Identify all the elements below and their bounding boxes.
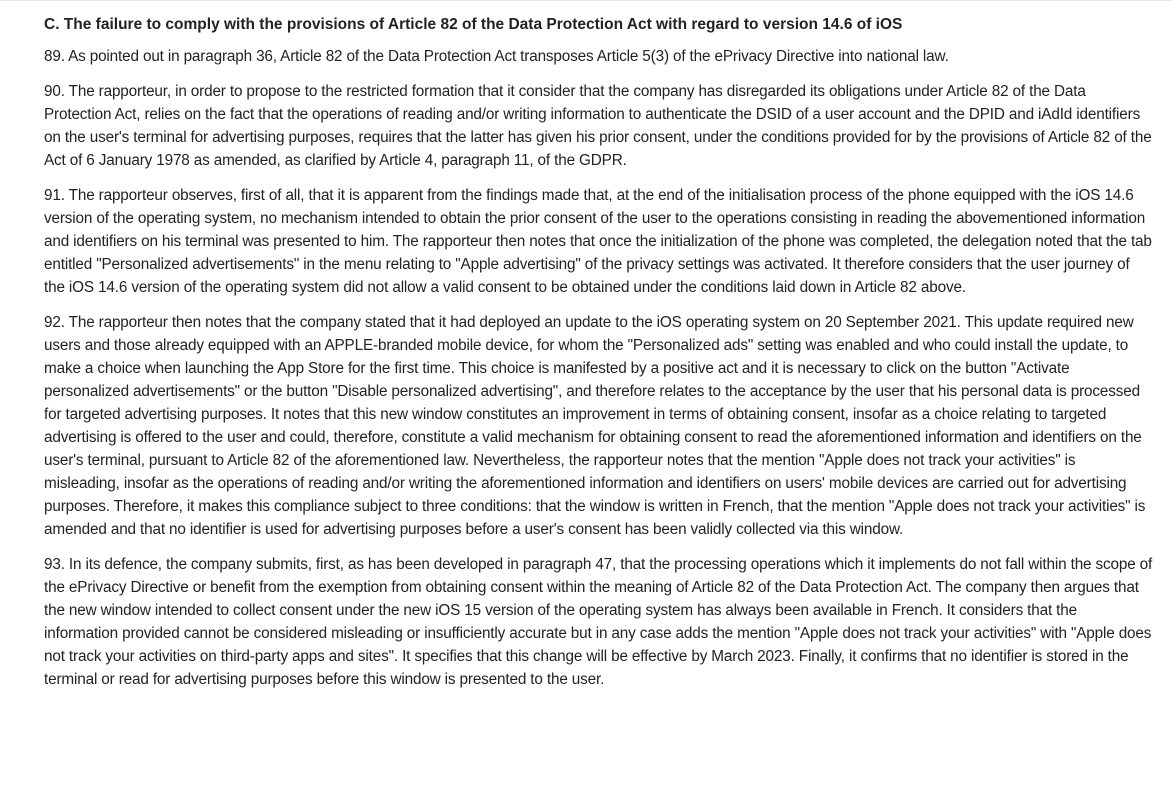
section-heading: C. The failure to comply with the provisions of Article 82 of the Data Protection Act with regard to version 14.6 of iOS xyxy=(44,16,903,33)
paragraph-89: 89. As pointed out in paragraph 36, Article 82 of the Data Protection Act transposes Article 5(3) of the ePrivacy Directive into national law. xyxy=(44,48,949,65)
top-divider xyxy=(0,0,1173,1)
paragraph-90: 90. The rapporteur, in order to propose to the restricted formation that it consider that the company has disregarded its obligations under Article 82 of the Data Protection Act, relies on the fact that the operations of reading and/or writing information to authenticate the DSID of a user account and the DPID and iAdId identifiers on the user's terminal for advertising purposes, requires that the latter has given his prior consent, under the conditions provided for by the provisions of Article 82 of the Act of 6 January 1978 as amended, as clarified by Article 4, paragraph 11, of the GDPR. xyxy=(44,83,1152,169)
paragraph-92: 92. The rapporteur then notes that the company stated that it had deployed an update to the iOS operating system on 20 September 2021. This update required new users and those already equipped with an APPLE-branded mobile device, for whom the "Personalized ads" setting was enabled and who could install the update, to make a choice when launching the App Store for the first time. This choice is manifested by a positive act and it is necessary to click on the button "Activate personalized advertisements" or the button "Disable personalized advertising", and therefore relates to the acceptance by the user that his personal data is processed for targeted advertising purposes. It notes that this new window constitutes an improvement in terms of obtaining consent, insofar as a choice relating to targeted advertising is offered to the user and could, therefore, constitute a valid mechanism for obtaining consent to read the aforementioned information and identifiers on the user's terminal, pursuant to Article 82 of the aforementioned law. Nevertheless, the rapporteur notes that the mention "Apple does not track your activities" is misleading, insofar as the operations of reading and/or writing the aforementioned information and identifiers on users' mobile devices are carried out for advertising purposes. Therefore, it makes this compliance subject to three conditions: that the window is written in French, that the mention "Apple does not track your activities" is amended and that no identifier is used for advertising purposes before a user's consent has been validly collected via this window. xyxy=(44,314,1146,538)
paragraph-93: 93. In its defence, the company submits, first, as has been developed in paragraph 47, that the processing operations which it implements do not fall within the scope of the ePrivacy Directive or benefit from the exemption from obtaining consent within the meaning of Article 82 of the Data Protection Act. The company then argues that the new window intended to collect consent under the new iOS 15 version of the operating system has always been available in French. It considers that the information provided cannot be considered misleading or insufficiently accurate but in any case adds the mention "Apple does not track your activities" with "Apple does not track your activities on third-party apps and sites". It specifies that this change will be effective by March 2023. Finally, it confirms that no identifier is stored in the terminal or read for advertising purposes before this window is presented to the user. xyxy=(44,556,1153,688)
paragraph-91: 91. The rapporteur observes, first of all, that it is apparent from the findings made that, at the end of the initialisation process of the phone equipped with the iOS 14.6 version of the operating system, no mechanism intended to obtain the prior consent of the user to the operations consisting in reading the abovementioned information and identifiers on his terminal was presented to him. The rapporteur then notes that once the initialization of the phone was completed, the delegation noted that the tab entitled "Personalized advertisements" in the menu relating to "Apple advertising" of the privacy settings was activated. It therefore considers that the user journey of the iOS 14.6 version of the operating system did not allow a valid consent to be obtained under the conditions laid down in Article 82 above. xyxy=(44,187,1152,296)
